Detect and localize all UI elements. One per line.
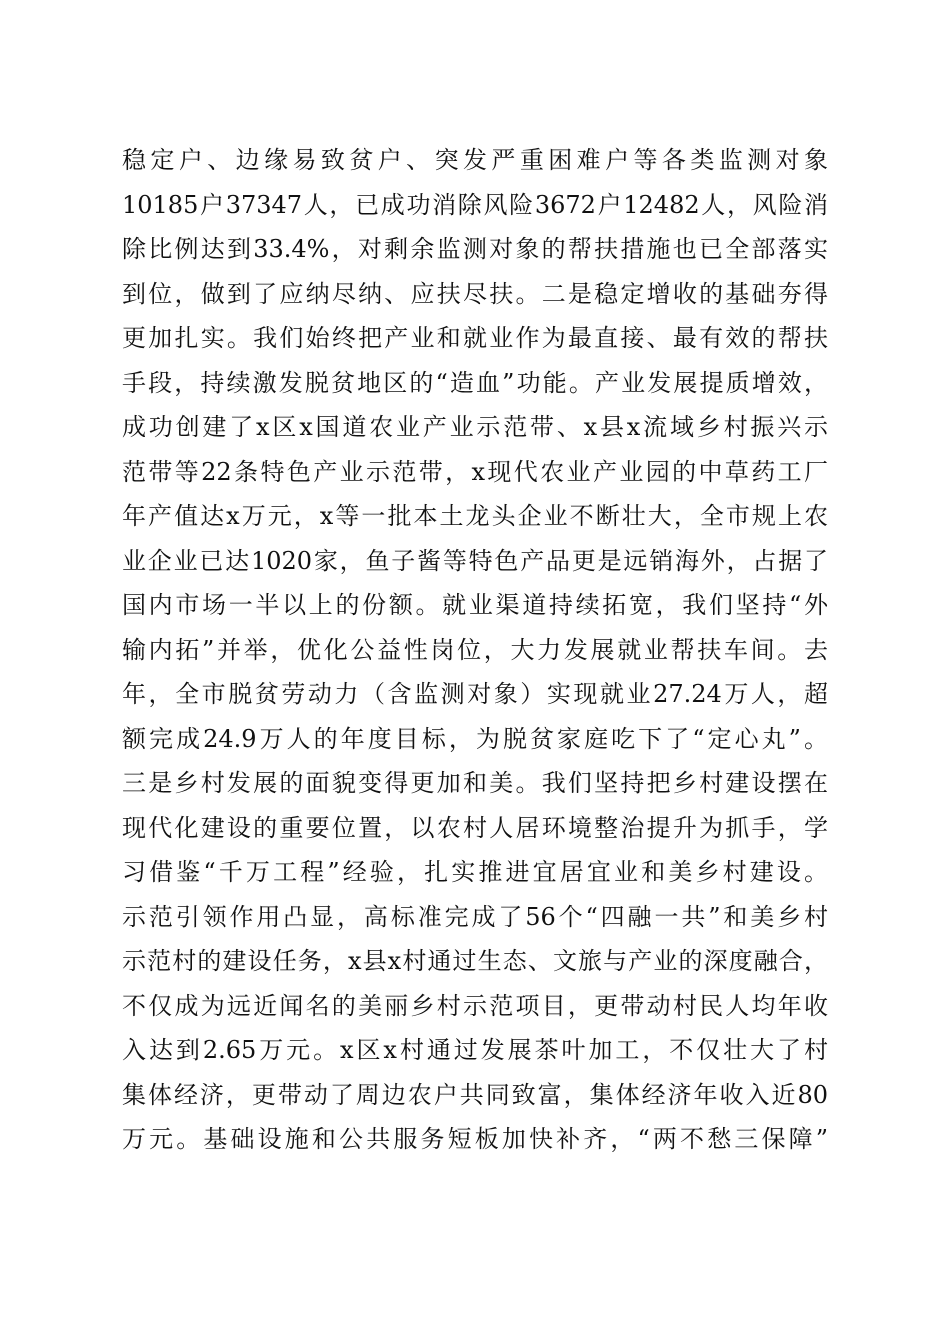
text-line: 输内拓”并举，优化公益性岗位，大力发展就业帮扶车间。去: [122, 635, 828, 664]
text-line: 集体经济，更带动了周边农户共同致富，集体经济年收入近80: [122, 1080, 828, 1109]
text-line: 10185户37347人，已成功消除风险3672户12482人，风险消: [122, 190, 828, 219]
text-line: 现代化建设的重要位置，以农村人居环境整治提升为抓手，学: [122, 813, 828, 842]
text-line: 除比例达到33.4%，对剩余监测对象的帮扶措施也已全部落实: [122, 235, 828, 263]
text-line: 稳定户、边缘易致贫户、突发严重困难户等各类监测对象: [122, 146, 828, 174]
text-line: 年，全市脱贫劳动力（含监测对象）实现就业27.24万人，超: [122, 680, 828, 708]
text-line: 示范引领作用凸显，高标准完成了56个“四融一共”和美乡村: [122, 902, 828, 931]
text-line: 入达到2.65万元。x区x村通过发展茶叶加工，不仅壮大了村: [122, 1036, 828, 1064]
text-line: 到位，做到了应纳尽纳、应扶尽扶。二是稳定增收的基础夯得: [122, 279, 828, 308]
text-line: 成功创建了x区x国道农业产业示范带、x县x流域乡村振兴示: [122, 413, 828, 441]
text-line: 更加扎实。我们始终把产业和就业作为最直接、最有效的帮扶: [122, 324, 828, 352]
text-line: 范带等22条特色产业示范带，x现代农业产业园的中草药工厂: [122, 457, 828, 486]
text-line: 万元。基础设施和公共服务短板加快补齐，“两不愁三保障”: [122, 1125, 828, 1153]
text-line: 国内市场一半以上的份额。就业渠道持续拓宽，我们坚持“外: [122, 591, 828, 619]
text-line: 习借鉴“千万工程”经验，扎实推进宜居宜业和美乡村建设。: [122, 858, 828, 886]
text-line: 年产值达x万元，x等一批本土龙头企业不断壮大，全市规上农: [122, 502, 828, 530]
text-line: 手段，持续激发脱贫地区的“造血”功能。产业发展提质增效，: [122, 368, 828, 397]
text-line: 三是乡村发展的面貌变得更加和美。我们坚持把乡村建设摆在: [122, 769, 828, 797]
text-line: 额完成24.9万人的年度目标，为脱贫家庭吃下了“定心丸”。: [122, 724, 828, 753]
text-line: 示范村的建设任务，x县x村通过生态、文旅与产业的深度融合，: [122, 947, 828, 975]
text-line: 不仅成为远近闻名的美丽乡村示范项目，更带动村民人均年收: [122, 991, 828, 1020]
body-text: [122, 138, 828, 1162]
text-line: 业企业已达1020家，鱼子酱等特色产品更是远销海外，占据了: [122, 546, 828, 575]
